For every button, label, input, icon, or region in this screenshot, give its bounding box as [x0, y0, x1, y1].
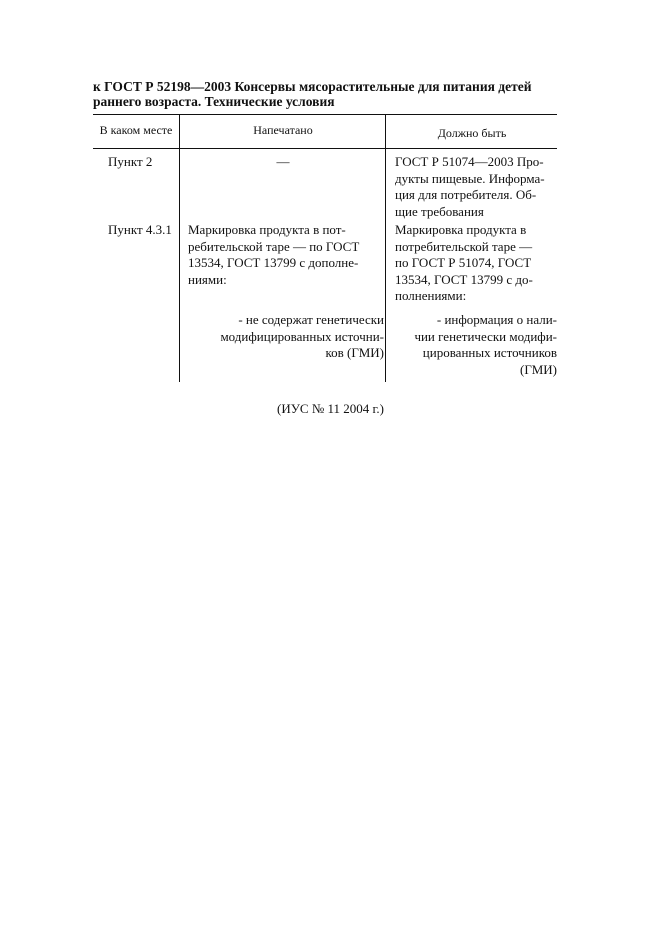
header-printed: Напечатано	[253, 123, 313, 137]
document-title: к ГОСТ Р 52198—2003 Консервы мясорастительные для питания детей раннего возраста. Технические условия	[93, 79, 532, 109]
row2-printed: Маркировка продукта в пот- ребительской таре — по ГОСТ 13534, ГОСТ 13799 с дополне- ниями:	[188, 222, 360, 287]
table-top-rule	[93, 114, 557, 115]
row2-should-be-note: - информация о нали- чии генетически модифи- цированных источников (ГМИ)	[414, 312, 557, 377]
row1-printed: —	[276, 154, 290, 169]
column-divider-1	[179, 114, 180, 382]
table-header-rule	[93, 148, 557, 149]
source-reference: (ИУС № 11 2004 г.)	[277, 401, 384, 416]
row2-should-be: Маркировка продукта в потребительской таре — по ГОСТ Р 51074, ГОСТ 13534, ГОСТ 13799 с до- полнениями:	[395, 222, 533, 304]
header-should-be: Должно быть	[437, 126, 507, 140]
row2-printed-note: - не содержат генетически модифицированных источни- ков (ГМИ)	[220, 312, 384, 361]
column-divider-2	[385, 114, 386, 382]
row1-where: Пункт 2	[108, 154, 153, 169]
row1-should-be: ГОСТ Р 51074—2003 Про- дукты пищевые. Информа- ция для потребителя. Об- щие требования	[395, 154, 545, 219]
row2-where: Пункт 4.3.1	[108, 222, 172, 237]
header-where: В каком месте	[99, 123, 173, 137]
correction-table	[93, 114, 557, 382]
